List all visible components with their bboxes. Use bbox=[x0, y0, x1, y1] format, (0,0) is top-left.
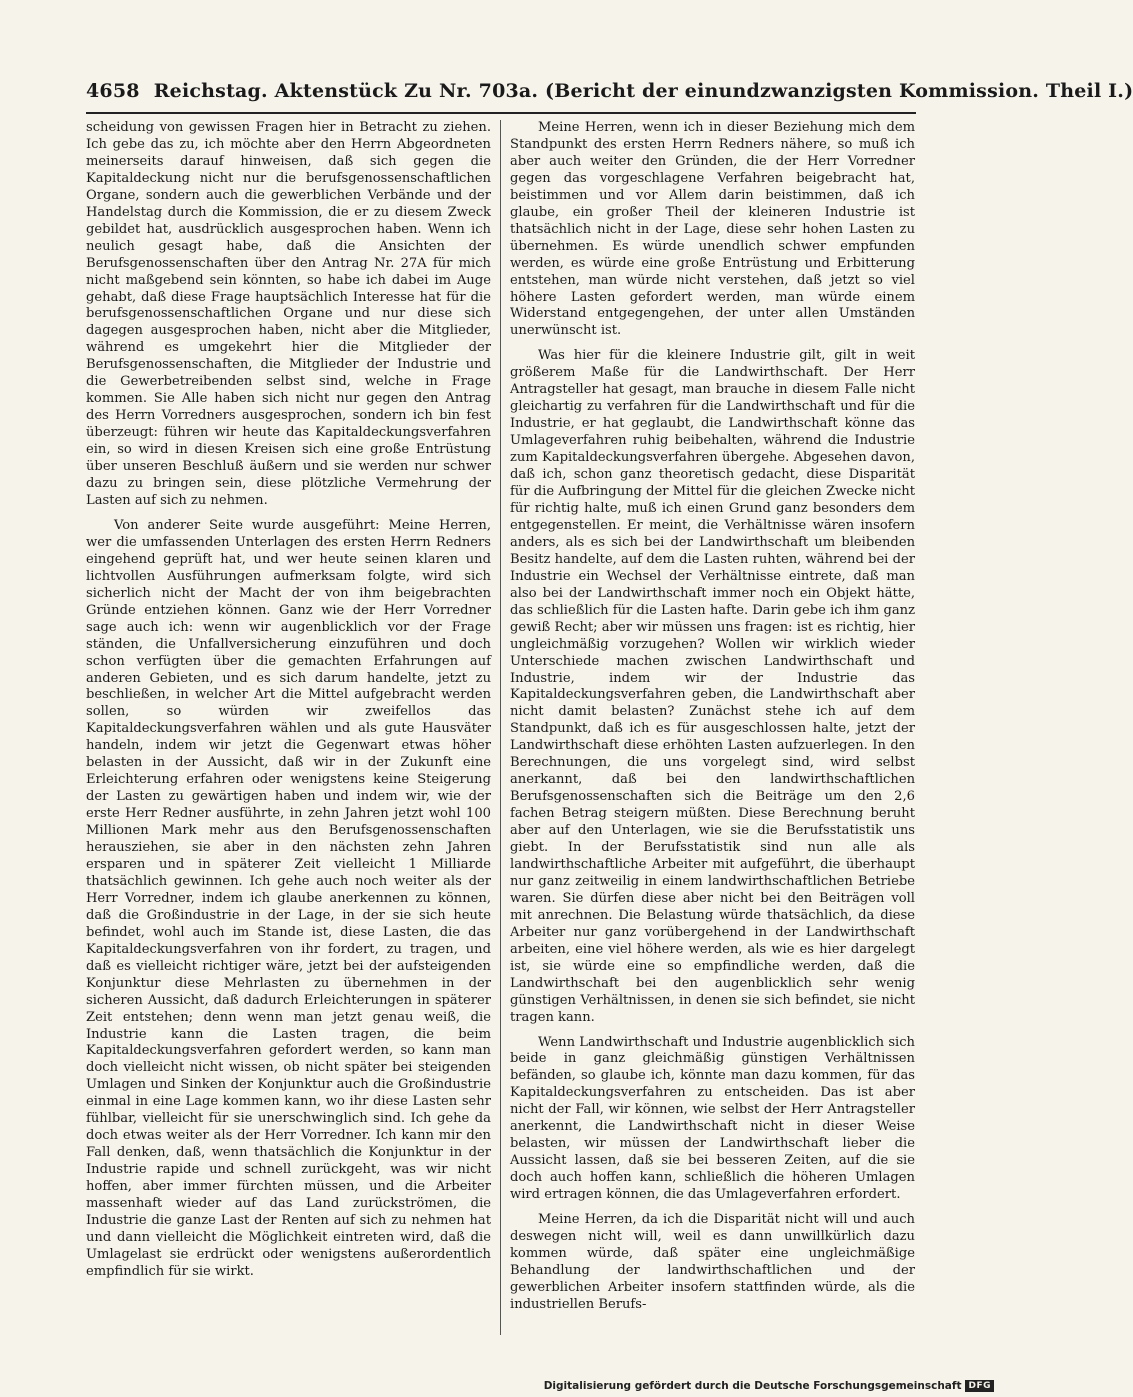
dfg-logo: DFG bbox=[965, 1380, 994, 1392]
paragraph: Meine Herren, wenn ich in dieser Beziehung mich dem Standpunkt des ersten Herrn Redners nähere, so muß ich aber auch weiter den Gründen, die der Herr Vorredner gegen das vorgeschlagene Verfahren beigebracht hat, beistimmen und vor Allem darin beistimmen, daß ich glaube, ein großer Theil der kleineren Industrie ist thatsächlich nicht in der Lage, diese sehr hohen Lasten zu übernehmen. Es würde unendlich schwer empfunden werden, es würde eine große Entrüstung und Erbitterung entstehen, man würde nicht verstehen, daß jetzt so viel höhere Lasten gefordert werden, man würde einem Widerstand entgegengehen, der unter allen Umständen unerwünscht ist. bbox=[510, 120, 915, 339]
header-title: Reichstag. Aktenstück Zu Nr. 703a. (Bericht der einundzwanzigsten Kommission. Theil I.) bbox=[153, 80, 1133, 102]
page-number: 4658 bbox=[86, 80, 140, 102]
digitization-credit bbox=[544, 1378, 994, 1394]
paragraph: scheidung von gewissen Fragen hier in Betracht zu ziehen. Ich gebe das zu, ich möchte aber den Herrn Abgeordneten meinerseits darauf hinweisen, daß sich gegen die Kapitaldeckung nicht nur die berufsgenossenschaftlichen Organe, sondern auch die gewerblichen Verbände und der Handelstag durch die Kommission, die er zu diesem Zweck gebildet hat, ausdrücklich ausgesprochen haben. Wenn ich neulich gesagt habe, daß die Ansichten der Berufsgenossenschaften über den Antrag Nr. 27A für mich nicht maßgebend sein könnten, so habe ich dabei im Auge gehabt, daß diese Frage hauptsächlich Interesse hat für die berufsgenossenschaftlichen Organe und nur diese sich dagegen ausgesprochen haben, nicht aber die Mitglieder, während es umgekehrt hier die Mitglieder der Berufsgenossenschaften, die Mitglieder der Industrie und die Gewerbetreibenden selbst sind, welche in Frage kommen. Sie Alle haben sich nicht nur gegen den Antrag des Herrn Vorredners ausgesprochen, sondern ich bin fest überzeugt: führen wir heute das Kapitaldeckungsverfahren ein, so wird in diesen Kreisen sich eine große Entrüstung über unseren Beschluß äußern und sie werden nur schwer dazu zu bringen sein, diese plötzliche Vermehrung der Lasten auf sich zu nehmen. bbox=[86, 120, 491, 508]
header-rule bbox=[86, 112, 916, 114]
credit-text: Digitalisierung gefördert durch die Deutsche Forschungsgemeinschaft bbox=[543, 1380, 962, 1392]
paragraph: Was hier für die kleinere Industrie gilt, gilt in weit größerem Maße für die Landwirthschaft. Der Herr Antragsteller hat gesagt, man brauche in diesem Falle nicht gleichartig zu verfahren für die Landwirthschaft und für die Industrie, er hat geglaubt, die Landwirthschaft könne das Umlageverfahren ruhig beibehalten, während die Industrie zum Kapitaldeckungsverfahren übergehe. Abgesehen davon, daß ich, schon ganz theoretisch gedacht, diese Disparität für die Aufbringung der Mittel für die gleichen Zwecke nicht für richtig halte, muß ich einen Grund ganz besonders dem entgegenstellen. Er meint, die Verhältnisse wären insofern anders, als es sich bei der Landwirthschaft um bleibenden Besitz handelte, auf dem die Lasten ruhten, während bei der Industrie ein Wechsel der Verhältnisse eintrete, daß man also bei der Landwirthschaft immer noch ein Objekt hätte, das schließlich für die Lasten hafte. Darin gebe ich ihm ganz gewiß Recht; aber wir müssen uns fragen: ist es richtig, hier ungleichmäßig vorzugehen? Wollen wir wirklich wieder Unterschiede machen zwischen Landwirthschaft und Industrie, indem wir der Industrie das Kapitaldeckungsverfahren geben, die Landwirthschaft aber nicht damit belasten? Zunächst stehe ich auf dem Standpunkt, daß ich es für ausgeschlossen halte, jetzt der Landwirthschaft diese erhöhten Lasten aufzuerlegen. In den Berechnungen, die uns vorgelegt sind, wird selbst anerkannt, daß bei den landwirthschaftlichen Berufsgenossenschaften sich die Beiträge um den 2,6 fachen Betrag steigern müßten. Diese Berechnung beruht aber auf den Unterlagen, wie sie die Berufsstatistik uns giebt. In der Berufsstatistik sind nun alle als landwirthschaftliche Arbeiter mit aufgeführt, die überhaupt nur ganz zeitweilig in einem landwirthschaftlichen Betriebe waren. Sie dürfen diese aber nicht bei den Beiträgen voll mit anrechnen. Die Belastung würde thatsächlich, da diese Arbeiter nur ganz vorübergehend in der Landwirthschaft arbeiten, eine viel höhere werden, als wie es hier dargelegt ist, sie würde eine so empfindliche werden, daß die Landwirthschaft bei den augenblicklich sehr wenig günstigen Verhältnissen, in denen sie sich befindet, sie nicht tragen kann. bbox=[510, 348, 915, 1025]
left-column bbox=[86, 120, 491, 1350]
paragraph: Meine Herren, da ich die Disparität nicht will und auch deswegen nicht will, weil es dann unwillkürlich dazu kommen würde, daß später eine ungleichmäßige Behandlung der landwirthschaftlichen und der gewerblichen Arbeiter insofern stattfinden würde, als die industriellen Berufs- bbox=[510, 1212, 915, 1312]
right-column bbox=[510, 120, 915, 1350]
column-divider bbox=[500, 120, 501, 1335]
paragraph: Von anderer Seite wurde ausgeführt: Meine Herren, wer die umfassenden Unterlagen des ersten Herrn Redners eingehend geprüft hat, und wer heute seinen klaren und lichtvollen Ausführungen aufmerksam folgte, wird sich sicherlich nicht der Macht der von ihm beigebrachten Gründe entziehen können. Ganz wie der Herr Vorredner sage auch ich: wenn wir augenblicklich vor der Frage ständen, die Unfallversicherung einzuführen und doch schon verfügten über die gemachten Erfahrungen auf anderen Gebieten, und es sich darum handelte, jetzt zu beschließen, in welcher Art die Mittel aufgebracht werden sollen, so würden wir zweifellos das Kapitaldeckungsverfahren wählen und als gute Hausväter handeln, indem wir jetzt die Gegenwart etwas höher belasten in der Aussicht, daß wir in der Zukunft eine Erleichterung erfahren oder wenigstens keine Steigerung der Lasten zu gewärtigen haben und indem wir, wie der erste Herr Redner ausführte, in zehn Jahren jetzt wohl 100 Millionen Mark mehr aus den Berufsgenossenschaften herausziehen, sie aber in den nächsten zehn Jahren ersparen und in späterer Zeit vielleicht 1 Milliarde thatsächlich gewinnen. Ich gehe auch noch weiter als der Herr Vorredner, indem ich glaube anerkennen zu können, daß die Großindustrie in der Lage, in der sie sich heute befindet, wohl auch im Stande ist, diese Lasten, die das Kapitaldeckungsverfahren von ihr fordert, zu tragen, und daß es vielleicht richtiger wäre, jetzt bei der aufsteigenden Konjunktur diese Mehrlasten zu übernehmen in der sicheren Aussicht, daß dadurch Erleichterungen in späterer Zeit entstehen; denn wenn man jetzt genau weiß, die Industrie kann die Lasten tragen, die beim Kapitaldeckungsverfahren gefordert werden, so kann man doch vielleicht nicht wissen, ob nicht später bei steigenden Umlagen und Sinken der Konjunktur auch die Großindustrie einmal in eine Lage kommen kann, wo ihr diese Lasten sehr fühlbar, vielleicht für sie unerschwinglich sind. Ich gehe da doch etwas weiter als der Herr Vorredner. Ich kann mir den Fall denken, daß, wenn thatsächlich die Konjunktur in der Industrie rapide und schnell zurückgeht, was wir nicht hoffen, aber immer fürchten müssen, und die Arbeiter massenhaft wieder auf das Land zurückströmen, die Industrie die ganze Last der Renten auf sich zu nehmen hat und dann vielleicht die Möglichkeit eintreten wird, daß die Umlagelast sie erdrückt oder wenigstens außerordentlich empfindlich für sie wirkt. bbox=[86, 517, 491, 1279]
page-header bbox=[86, 80, 1133, 110]
paragraph: Wenn Landwirthschaft und Industrie augenblicklich sich beide in ganz gleichmäßig günstigen Verhältnissen befänden, so glaube ich, könnte man dazu kommen, für das Kapitaldeckungsverfahren zu entscheiden. Das ist aber nicht der Fall, wir können, wie selbst der Herr Antragsteller anerkennt, die Landwirthschaft nicht in dieser Weise belasten, wir müssen der Landwirthschaft lieber die Aussicht lassen, daß sie bei besseren Zeiten, auf die sie doch auch hoffen kann, schließlich die höheren Umlagen wird ertragen können, die das Umlageverfahren erfordert. bbox=[510, 1034, 915, 1203]
